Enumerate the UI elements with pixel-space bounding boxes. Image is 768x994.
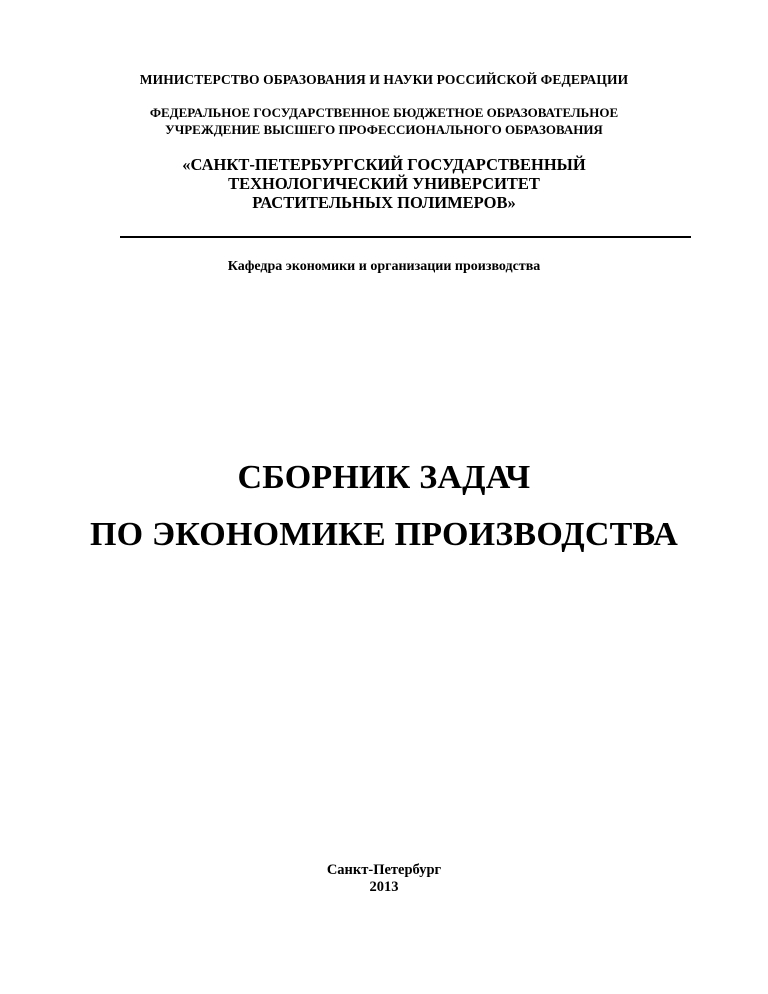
institution-type-line-2: УЧРЕЖДЕНИЕ ВЫСШЕГО ПРОФЕССИОНАЛЬНОГО ОБРАЗОВАНИЯ — [165, 122, 603, 137]
university-name-line-1: «САНКТ-ПЕТЕРБУРГСКИЙ ГОСУДАРСТВЕННЫЙ — [182, 155, 586, 174]
university-name-line-2: ТЕХНОЛОГИЧЕСКИЙ УНИВЕРСИТЕТ — [228, 174, 540, 193]
publication-year: 2013 — [369, 879, 399, 895]
department-name: Кафедра экономики и организации производства — [227, 259, 541, 274]
university-name-line-3: РАСТИТЕЛЬНЫХ ПОЛИМЕРОВ» — [252, 193, 516, 212]
ministry-name: МИНИСТЕРСТВО ОБРАЗОВАНИЯ И НАУКИ РОССИЙСКОЙ ФЕДЕРАЦИИ — [139, 72, 629, 87]
institution-type — [0, 104, 768, 138]
document-title-line-1: СБОРНИК ЗАДАЧ — [237, 459, 531, 496]
institution-type-line-1: ФЕДЕРАЛЬНОЕ ГОСУДАРСТВЕННОЕ БЮДЖЕТНОЕ ОБРАЗОВАТЕЛЬНОЕ — [149, 105, 619, 120]
university-name — [0, 155, 768, 212]
document-title-line-2: ПО ЭКОНОМИКЕ ПРОИЗВОДСТВА — [90, 516, 678, 553]
header-divider — [120, 236, 691, 238]
publication-city: Санкт-Петербург — [326, 862, 442, 878]
publication-info — [0, 862, 768, 896]
